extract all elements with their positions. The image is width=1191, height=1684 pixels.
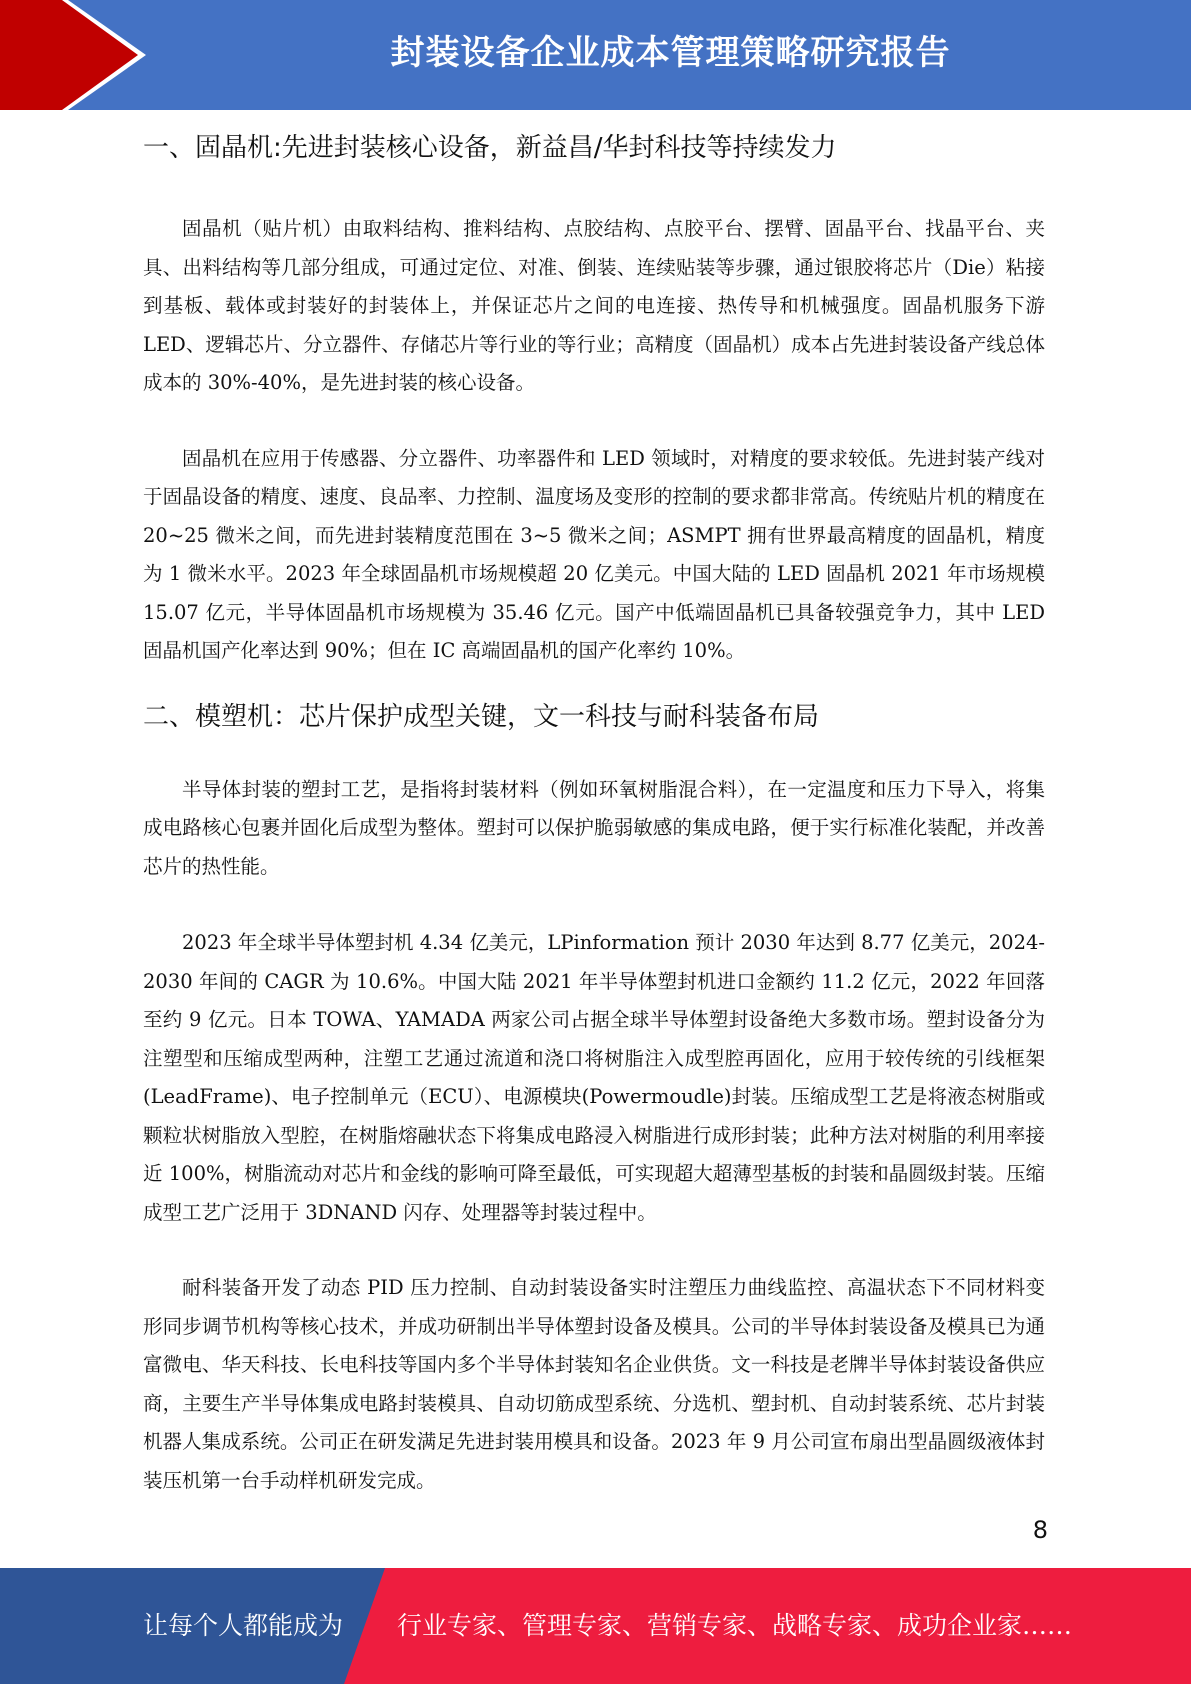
header-chevron-decoration	[0, 0, 150, 110]
section-heading-2: 二、模塑机：芯片保护成型关键，文一科技与耐科装备布局	[143, 701, 820, 732]
page-number: 8	[1032, 1516, 1048, 1544]
paragraph-2-1: 半导体封装的塑封工艺，是指将封装材料（例如环氧树脂混合料），在一定温度和压力下导入，将集成电路核心包裹并固化后成型为整体。塑封可以保护脆弱敏感的集成电路，便于实行标准化装配，并改善芯片的热性能。	[143, 777, 1045, 878]
section-heading-1: 一、固晶机:先进封装核心设备，新益昌/华封科技等持续发力	[143, 133, 837, 163]
document-body	[143, 124, 1045, 1500]
paragraph-1-2: 固晶机在应用于传感器、分立器件、功率器件和 LED 领域时，对精度的要求较低。先进封装产线对于固晶设备的精度、速度、良品率、力控制、温度场及变形的控制的要求都非常高。传统贴片机的精度在 20~25 微米之间，而先进封装精度范围在 3~5 微米之间；ASMPT 拥有世界最高精度的固晶机，精度为 1 微米水平。2023 年全球固晶机市场规模超 20 亿美元。中国大陆的 LED 固晶机 2021 年市场规模 15.07 亿元，半导体固晶机市场规模为 35.46 亿元。国产中低端固晶机已具备较强竞争力，其中 LED 固晶机国产化率达到 90%；但在 IC 高端固晶机的国产化率约 10%。	[143, 446, 1045, 662]
paragraph-2-2: 2023 年全球半导体塑封机 4.34 亿美元，LPinformation 预计 2030 年达到 8.77 亿美元，2024-2030 年间的 CAGR 为 10.6%。中国大陆 2021 年半导体塑封机进口金额约 11.2 亿元，2022 年回落至约 9 亿元。日本 TOWA、YAMADA 两家公司占据全球半导体塑封设备绝大多数市场。塑封设备分为注塑型和压缩成型两种，注塑工艺通过流道和浇口将树脂注入成型腔再固化，应用于较传统的引线框架(LeadFrame)、电子控制单元（ECU）、电源模块(Powermoudle)封装。压缩成型工艺是将液态树脂或颗粒状树脂放入型腔，在树脂熔融状态下将集成电路浸入树脂进行成形封装；此种方法对树脂的利用率接近 100%，树脂流动对芯片和金线的影响可降至最低，可实现超大超薄型基板的封装和晶圆级封装。压缩成型工艺广泛用于 3DNAND 闪存、处理器等封装过程中。	[143, 931, 1045, 1224]
paragraph-2-3: 耐科装备开发了动态 PID 压力控制、自动封装设备实时注塑压力曲线监控、高温状态下不同材料变形同步调节机构等核心技术，并成功研制出半导体塑封设备及模具。公司的半导体封装设备及模具已为通富微电、华天科技、长电科技等国内多个半导体封装知名企业供货。文一科技是老牌半导体封装设备供应商，主要生产半导体集成电路封装模具、自动切筋成型系统、分选机、塑封机、自动封装系统、芯片封装机器人集成系统。公司正在研发满足先进封装用模具和设备。2023 年 9 月公司宣布扇出型晶圆级液体封装压机第一台手动样机研发完成。	[143, 1276, 1045, 1492]
footer-slogan-left: 让每个人都能成为	[143, 1611, 344, 1640]
header-banner	[0, 0, 1191, 110]
report-title: 封装设备企业成本管理策略研究报告	[390, 33, 951, 73]
footer-slogan-right: 行业专家、管理专家、营销专家、战略专家、成功企业家……	[397, 1611, 1073, 1640]
footer-banner	[0, 1568, 1191, 1684]
paragraph-1-1: 固晶机（贴片机）由取料结构、推料结构、点胶结构、点胶平台、摆臂、固晶平台、找晶平台、夹具、出料结构等几部分组成，可通过定位、对准、倒装、连续贴装等步骤，通过银胶将芯片（Die）粘接到基板、载体或封装好的封装体上，并保证芯片之间的电连接、热传导和机械强度。固晶机服务下游 LED、逻辑芯片、分立器件、存储芯片等行业的等行业；高精度（固晶机）成本占先进封装设备产线总体成本的 30%-40%，是先进封装的核心设备。	[143, 217, 1045, 394]
